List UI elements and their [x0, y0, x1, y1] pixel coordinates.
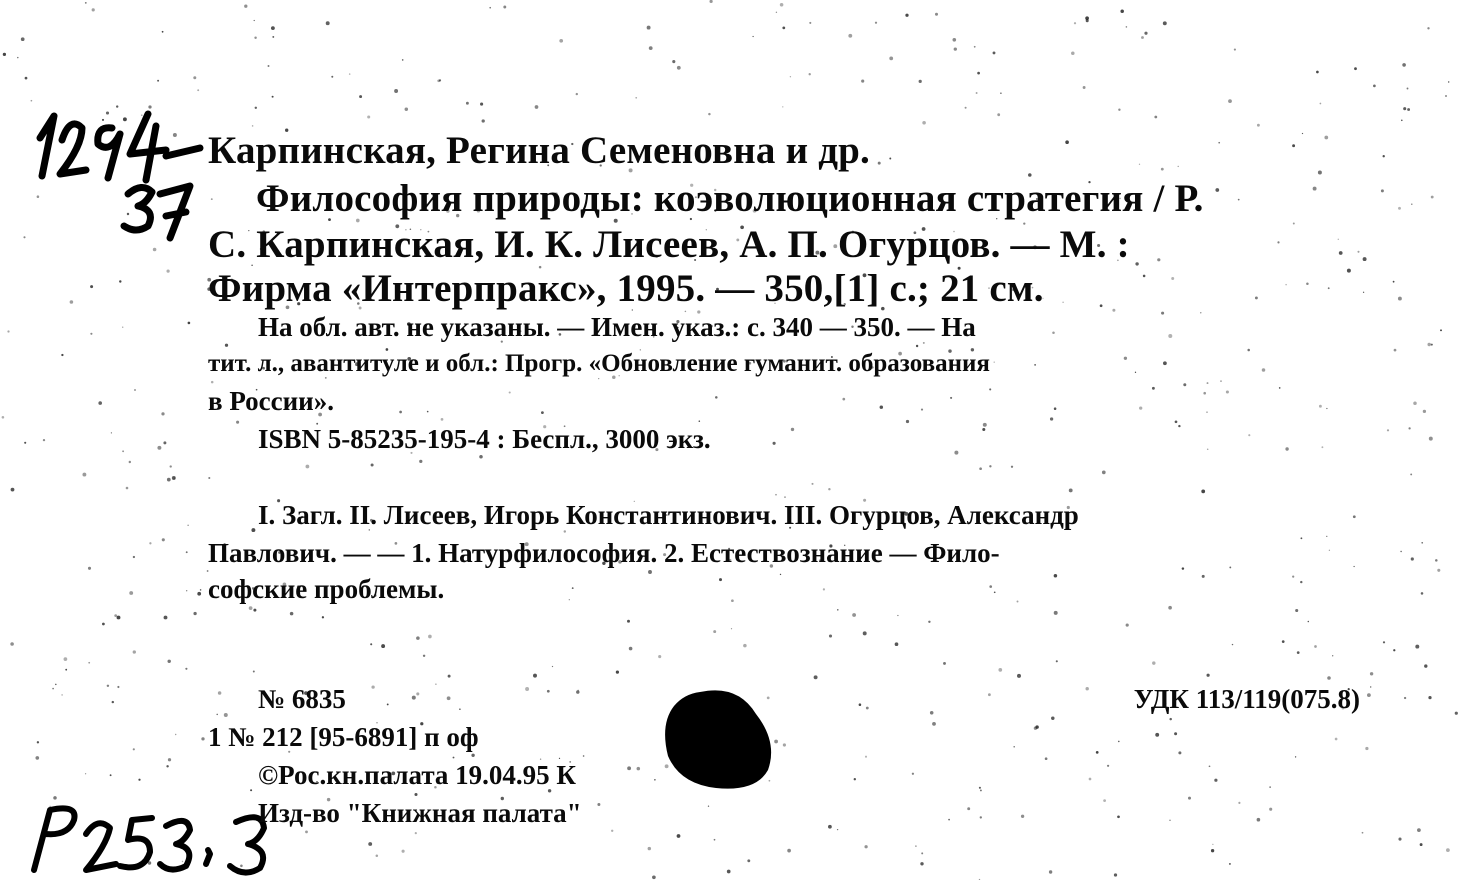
title-line-3: Фирма «Интерпракс», 1995. — 350,[1] с.; 21 см. [208, 267, 1044, 310]
udk-code: УДК 113/119(075.8) [1133, 684, 1360, 714]
title-line-1: Философия природы: коэволюционная стратегия / Р. [256, 177, 1204, 220]
note-line-2: тит. л., авантитуле и обл.: Прогр. «Обновление гуманит. образования [208, 350, 990, 377]
tracing-line-3: софские проблемы. [208, 574, 445, 604]
tracing-line-1: I. Загл. II. Лисеев, Игорь Константинович. III. Огурцов, Александр [258, 500, 1079, 530]
handwritten-shelfmark [20, 98, 220, 248]
card-number: № 6835 [258, 684, 346, 714]
author-heading: Карпинская, Регина Семеновна и др. [208, 129, 870, 172]
order-line: 1 № 212 [95-6891] п оф [208, 722, 479, 752]
tracing-line-2: Павлович. — — 1. Натурфилософия. 2. Естествознание — Фило- [208, 538, 1000, 568]
publisher-line: Изд-во "Книжная палата" [258, 798, 582, 828]
note-line-1: На обл. авт. не указаны. — Имен. указ.: с. 340 — 350. — На [258, 312, 976, 342]
ink-blot [660, 684, 780, 794]
copyright-line: ©Рос.кн.палата 19.04.95 К [258, 760, 577, 790]
note-line-3: в России». [208, 386, 334, 416]
handwritten-inventory-number [20, 790, 280, 880]
title-line-2: С. Карпинская, И. К. Лисеев, А. П. Огурцов. — М. : [208, 223, 1130, 266]
isbn-line: ISBN 5-85235-195-4 : Беспл., 3000 экз. [258, 424, 711, 454]
